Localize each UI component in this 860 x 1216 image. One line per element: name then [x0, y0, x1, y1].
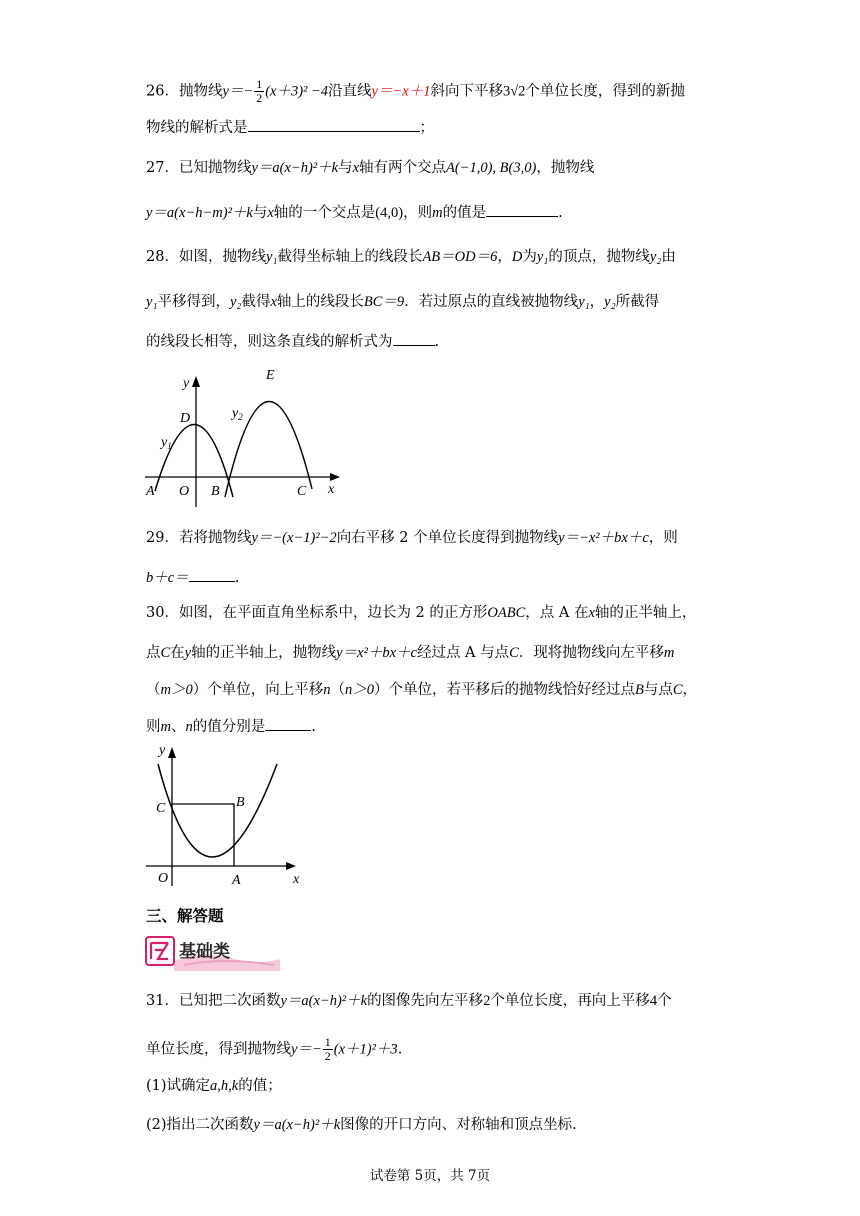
q27-line2: y＝a(x−h−m)²＋k与x轴的一个交点是(4,0)，则m的值是 . — [146, 202, 563, 223]
question-number: 28． — [146, 249, 179, 265]
q27-line1: 27．已知抛物线y＝a(x−h)²＋k与x轴有两个交点A(−1,0), B(3,0)，抛物线 — [146, 160, 595, 176]
fraction: $\frac{1}{2}$ — [256, 77, 263, 105]
q31-line2: 单位长度，得到抛物线y＝− $\frac{1}{2}$ (x＋1)²＋3. — [146, 1035, 403, 1063]
q28-line3: 的线段长相等，则这条直线的解析式为 . — [146, 331, 439, 352]
y-axis-arrow — [192, 376, 200, 387]
square-CBA — [172, 804, 234, 866]
label-D: D — [180, 411, 191, 426]
label-y2: $y_2$ — [232, 406, 243, 422]
label-C: C — [297, 484, 307, 499]
q30-line3: （m＞0）个单位，向上平移n（n＞0）个单位，若平移后的抛物线恰好经过点B与点C， — [146, 682, 698, 698]
label-y-axis: y — [183, 376, 190, 391]
figure-q28 — [140, 365, 350, 510]
q30-line2: 点C在y轴的正半轴上，抛物线y＝x²＋bx＋c经过点 A 与点C．现将抛物线向左平移m — [146, 645, 675, 661]
figure-q30 — [140, 740, 310, 890]
q26-line2: 物线的解析式是 ； — [146, 117, 434, 138]
q30-line1: 30．如图，在平面直角坐标系中，边长为 2 的正方形OABC，点 A 在x轴的正半轴上， — [146, 605, 697, 621]
q31-part1: (1)试确定a,h,k的值； — [146, 1078, 282, 1094]
q31-line1: 31．已知把二次函数y＝a(x−h)²＋k的图像先向左平移2个单位长度，再向上平移4个 — [146, 993, 672, 1009]
answer-blank[interactable] — [189, 567, 235, 582]
label-E: E — [266, 368, 275, 383]
question-number: 29． — [146, 530, 179, 546]
q29-line2: b＋c＝ . — [146, 567, 239, 588]
x-axis-arrow — [286, 862, 296, 870]
parabola — [158, 764, 277, 857]
question-number: 26． — [146, 83, 179, 100]
label-B: B — [236, 795, 245, 810]
answer-blank[interactable] — [486, 202, 558, 217]
answer-blank[interactable] — [393, 331, 435, 346]
q28-line1: 28．如图，抛物线y₁截得坐标轴上的线段长AB＝OD＝6，D为y₁的顶点，抛物线y₂由 — [146, 249, 676, 265]
fraction: $\frac{1}{2}$ — [324, 1035, 331, 1063]
label-C: C — [156, 801, 166, 816]
q28-line2: y₁平移得到，y₂截得x轴上的线段长BC＝9．若过原点的直线被抛物线y₁，y₂所截得 — [146, 294, 660, 310]
label-y-axis: y — [159, 743, 166, 758]
page-footer: 试卷第 5页，共 7页 — [369, 1168, 491, 1184]
equation: y＝− — [222, 83, 254, 100]
label-x-axis: x — [293, 872, 300, 887]
q31-part2: (2)指出二次函数y＝a(x−h)²＋k图像的开口方向、对称轴和顶点坐标. — [146, 1117, 577, 1133]
red-line-equation: y＝−x＋1 — [371, 83, 431, 100]
label-O: O — [179, 484, 190, 499]
question-number: 30． — [146, 605, 179, 621]
shift-amount: 3√2 — [502, 83, 526, 100]
banner-label: 基础类 — [179, 942, 230, 962]
section-title: 三、解答题 — [146, 907, 224, 925]
category-banner — [144, 935, 284, 975]
label-y1: $y_1$ — [161, 435, 172, 451]
answer-blank[interactable] — [265, 716, 311, 731]
label-A: A — [146, 484, 155, 499]
answer-blank[interactable] — [248, 117, 420, 132]
q26-line1: 26．抛物线y＝− $\frac{1}{2}$ (x＋3)² −4沿直线y＝−x＋1斜向下平移3√2个单位长度，得到的新抛 — [146, 77, 685, 105]
q30-line4: 则m、n的值分别是 . — [146, 716, 316, 737]
question-number: 27． — [146, 160, 179, 176]
label-O: O — [158, 871, 169, 886]
q29-line1: 29．若将抛物线y＝−(x−1)²−2向右平移 2 个单位长度得到抛物线y＝−x²＋bx＋c，则 — [146, 530, 678, 546]
label-x-axis: x — [328, 482, 335, 497]
x-axis-arrow — [330, 473, 340, 481]
question-number: 31． — [146, 993, 179, 1009]
label-B: B — [211, 484, 220, 499]
label-A: A — [232, 873, 241, 888]
y-axis-arrow — [168, 747, 176, 758]
